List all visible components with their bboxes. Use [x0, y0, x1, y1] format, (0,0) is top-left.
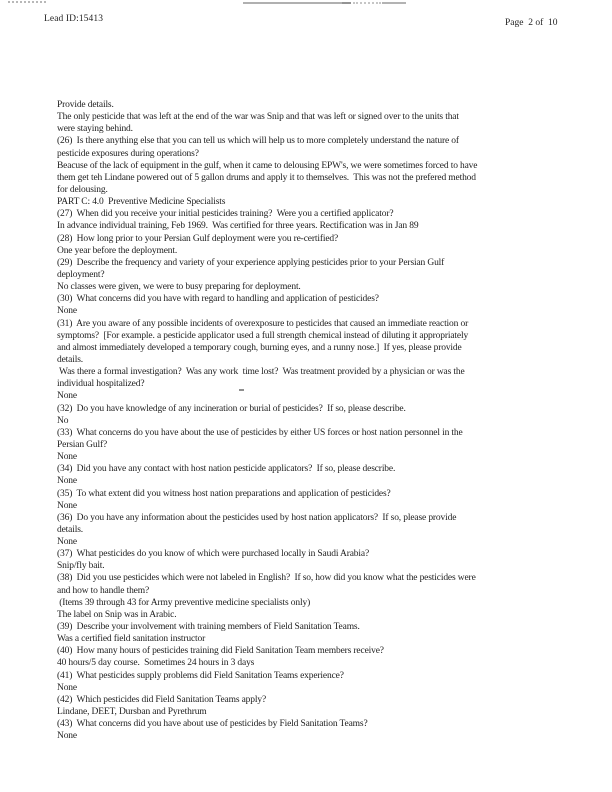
document-line: One year before the deployment.	[57, 245, 178, 256]
document-line: (35) To what extent did you witness host nation preparations and application of pesticides?	[57, 488, 391, 499]
document-body	[57, 99, 567, 742]
document-line: In advance individual training, Feb 1969. Was certified for three years. Rectification was in Jan 89	[57, 221, 419, 232]
document-line: (29) Describe the frequency and variety of your experience applying pesticides prior to your Persian Gulf	[57, 257, 445, 268]
document-line: (43) What concerns did you have about use of pesticides by Field Sanitation Teams?	[57, 719, 368, 730]
scan-artifact-top-line-dark	[342, 2, 351, 4]
page-number-label: Page 2 of 10	[505, 18, 558, 28]
document-line: (32) Do you have knowledge of any incineration or burial of pesticides? If so, please describe.	[57, 403, 406, 414]
document-line: None	[57, 537, 77, 548]
document-line: (27) When did you receive your initial pesticides training? Were you a certified applicator?	[57, 209, 394, 220]
document-line: None	[57, 306, 77, 317]
document-line: (39) Describe your involvement with training members of Field Sanitation Teams.	[57, 622, 360, 633]
document-line: and how to handle them?	[57, 585, 150, 596]
document-line: Was a certified field sanitation instructor	[57, 634, 206, 645]
document-line: None	[57, 731, 77, 742]
document-line: them get teh Lindane powered out of 5 gallon drums and apply it to themselves. This was not the prefered method	[57, 172, 476, 183]
document-line: details.	[57, 354, 83, 365]
document-line: pesticide exposures during operations?	[57, 148, 199, 159]
document-line: Snip/fly bait.	[57, 561, 105, 572]
document-line: (Items 39 through 43 for Army preventive medicine specialists only)	[57, 597, 311, 608]
document-line: (42) Which pesticides did Field Sanitation Teams apply?	[57, 694, 267, 705]
document-line: None	[57, 452, 77, 463]
document-line: (28) How long prior to your Persian Gulf deployment were you re-certified?	[57, 233, 339, 244]
document-line: deployment?	[57, 269, 105, 280]
document-line: (37) What pesticides do you know of which were purchased locally in Saudi Arabia?	[57, 549, 370, 560]
scan-artifact-top-left	[8, 1, 46, 3]
lead-id-label: Lead ID:15413	[44, 14, 104, 24]
document-line: (33) What concerns do you have about the use of pesticides by either US forces or host nation personnel in the	[57, 427, 463, 438]
document-line: for delousing.	[57, 184, 108, 195]
document-line: symptoms? [For example. a pesticide applicator used a full strength chemical instead of diluting it appropriately	[57, 330, 469, 341]
document-line: (41) What pesticides supply problems did Field Sanitation Teams experience?	[57, 670, 344, 681]
document-line: Lindane, DEET, Dursban and Pyrethrum	[57, 707, 207, 718]
document-line: Persian Gulf?	[57, 439, 108, 450]
document-line: Was there a formal investigation? Was any work time lost? Was treatment provided by a physician or was the	[57, 367, 465, 378]
document-line: None	[57, 500, 77, 511]
document-line: (38) Did you use pesticides which were not labeled in English? If so, how did you know what the pesticides were	[57, 573, 476, 584]
document-line: were staying behind.	[57, 124, 133, 135]
document-line: None	[57, 391, 77, 402]
document-line: individual hospitalized?	[57, 379, 145, 390]
document-line: None	[57, 476, 77, 487]
document-line: (34) Did you have any contact with host nation pesticide applicators? If so, please describe.	[57, 464, 396, 475]
document-line: Beacuse of the lack of equipment in the gulf, when it came to delousing EPW's, we were sometimes forced to have	[57, 160, 478, 171]
document-line: None	[57, 682, 77, 693]
scan-artifact-top-dots	[353, 2, 381, 4]
document-line: (40) How many hours of pesticides training did Field Sanitation Team members receive?	[57, 646, 384, 657]
document-line: (30) What concerns did you have with regard to handling and application of pesticides?	[57, 294, 379, 305]
document-line: No	[57, 415, 69, 426]
document-line: (26) Is there anything else that you can tell us which will help us to more completely understand the nature of	[57, 136, 459, 147]
scan-artifact-top-line	[243, 2, 350, 4]
document-line: Provide details.	[57, 100, 114, 110]
document-line: details.	[57, 524, 83, 535]
document-line: PART C: 4.0 Preventive Medicine Specialists	[57, 197, 226, 208]
scan-artifact-top-line-right	[382, 2, 406, 4]
document-line: (31) Are you aware of any possible incidents of overexposure to pesticides that caused an immediate reaction or	[57, 318, 469, 329]
document-line: The only pesticide that was left at the end of the war was Snip and that was left or signed over to the units that	[57, 112, 459, 123]
document-line: (36) Do you have any information about the pesticides used by host nation applicators? If so, please provide	[57, 512, 457, 523]
document-line: No classes were given, we were to busy preparing for deployment.	[57, 282, 301, 293]
document-line: The label on Snip was in Arabic.	[57, 609, 177, 620]
document-line: 40 hours/5 day course. Sometimes 24 hours in 3 days	[57, 658, 255, 669]
document-line: and almost immediately developed a temporary cough, burning eyes, and a runny nose.] If yes, please provide	[57, 342, 462, 353]
